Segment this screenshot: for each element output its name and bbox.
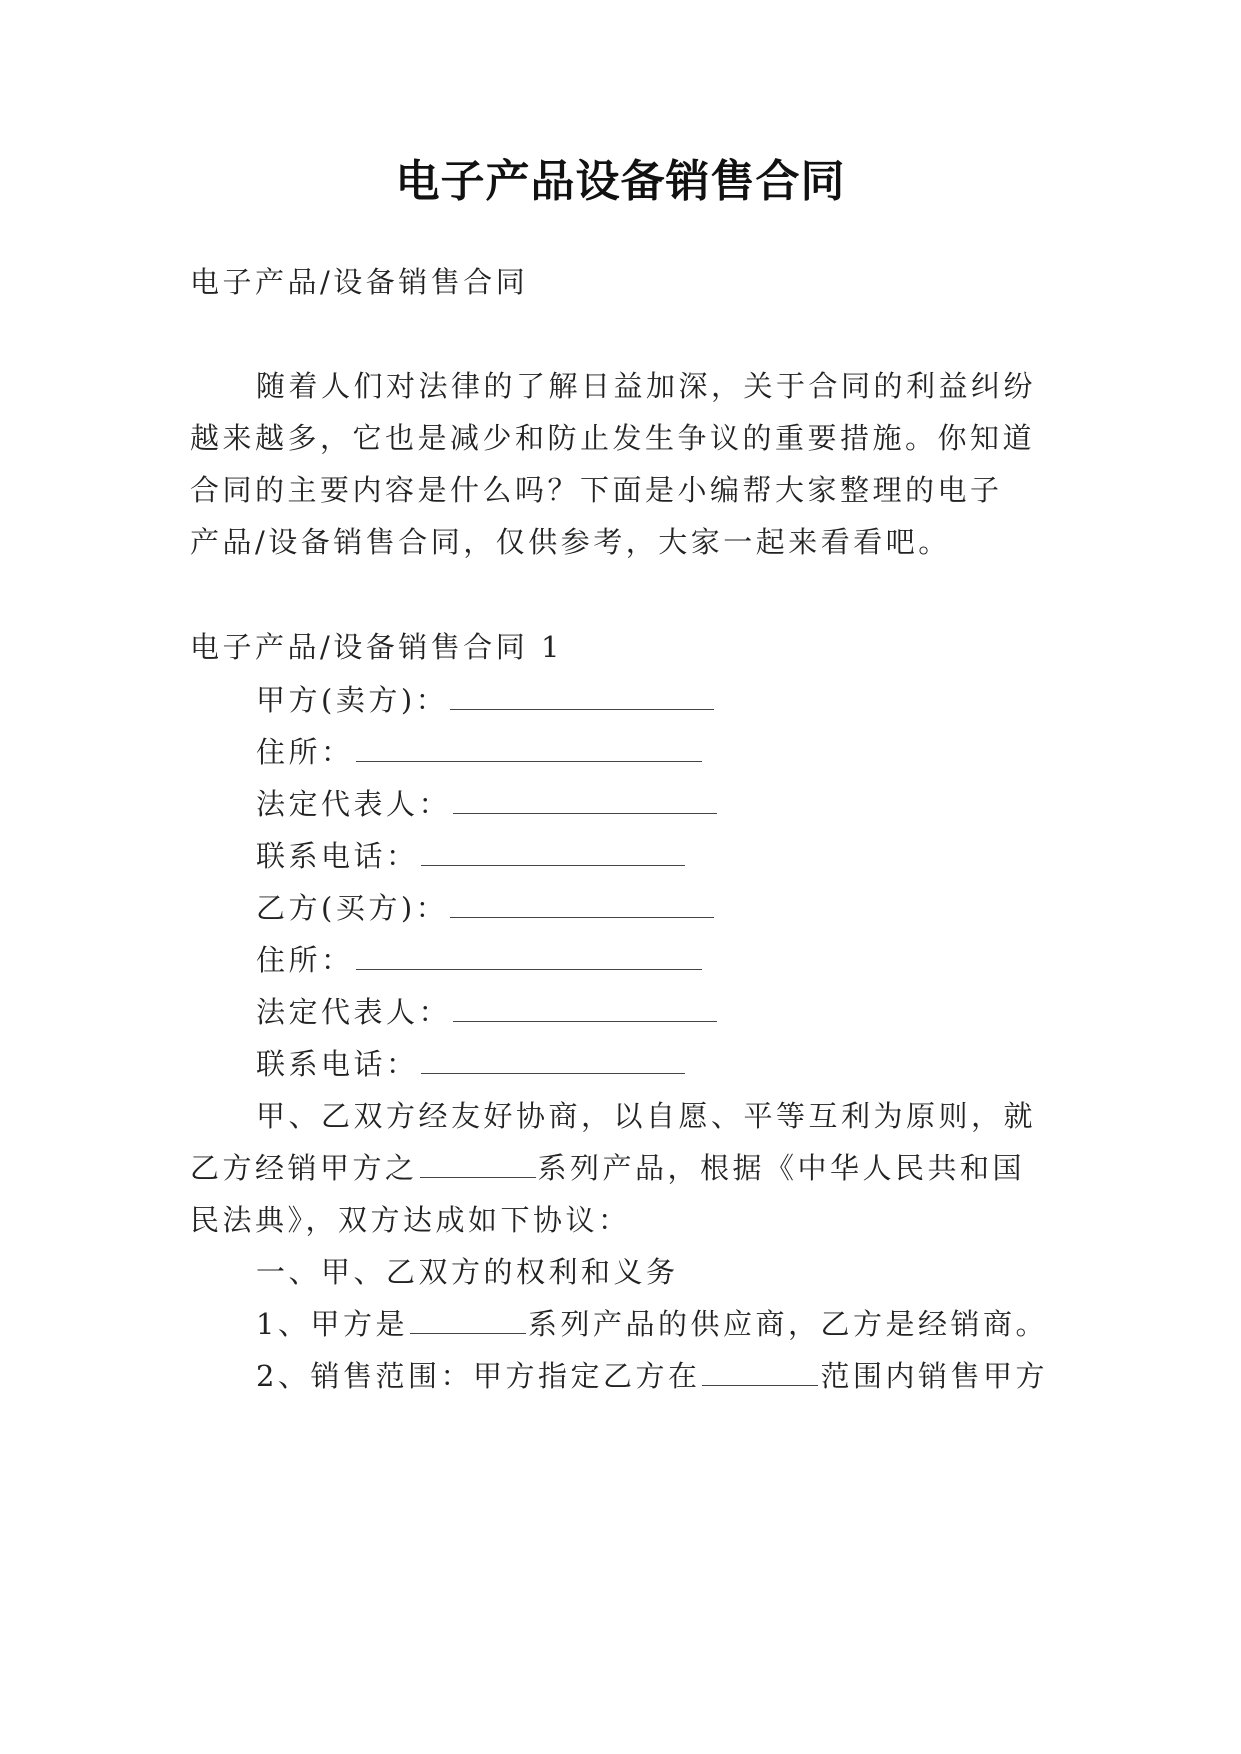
buyer-address-field	[256, 940, 702, 980]
field-label: 乙方(买方)：	[256, 891, 449, 925]
clause-heading: 一、甲、乙双方的权利和义务	[256, 1255, 679, 1289]
clause-text: 2、销售范围：甲方指定乙方在	[256, 1359, 701, 1393]
fill-blank	[453, 787, 717, 814]
seller-address-field	[256, 732, 702, 772]
section-heading: 电子产品/设备销售合同 1	[190, 630, 563, 664]
fill-blank	[450, 683, 714, 710]
buyer-legal-rep-field	[256, 992, 717, 1032]
fill-blank	[453, 995, 717, 1022]
agreement-text: 系列产品，根据《中华人民共和国	[537, 1151, 1026, 1185]
field-label: 住所：	[256, 735, 354, 769]
fill-blank	[421, 839, 685, 866]
document-subtitle: 电子产品/设备销售合同	[190, 265, 529, 299]
seller-legal-rep-field	[256, 784, 717, 824]
clause-text: 范围内销售甲方	[820, 1359, 1048, 1393]
intro-line-4: 产品/设备销售合同，仅供参考，大家一起来看看吧。	[190, 525, 951, 559]
field-label: 甲方(卖方)：	[256, 683, 449, 717]
intro-line-1: 随着人们对法律的了解日益加深，关于合同的利益纠纷	[256, 369, 1037, 403]
seller-name-field	[256, 680, 714, 720]
agreement-line-1: 甲、乙双方经友好协商，以自愿、平等互利为原则，就	[256, 1099, 1037, 1133]
fill-blank	[421, 1047, 685, 1074]
buyer-phone-field	[256, 1044, 685, 1084]
fill-blank	[702, 1359, 818, 1386]
clause-1	[256, 1304, 1048, 1344]
field-label: 法定代表人：	[256, 787, 452, 821]
document-title: 电子产品设备销售合同	[395, 156, 846, 207]
intro-line-3: 合同的主要内容是什么吗？下面是小编帮大家整理的电子	[190, 473, 1003, 507]
intro-line-2: 越来越多，它也是减少和防止发生争议的重要措施。你知道	[190, 421, 1036, 455]
agreement-line-3: 民法典》，双方达成如下协议：	[190, 1203, 631, 1237]
clause-text: 系列产品的供应商，乙方是经销商。	[527, 1307, 1048, 1341]
fill-blank	[410, 1307, 526, 1334]
agreement-line-2	[190, 1148, 1025, 1188]
seller-phone-field	[256, 836, 685, 876]
field-label: 法定代表人：	[256, 995, 452, 1029]
agreement-text: 乙方经销甲方之	[190, 1151, 418, 1185]
field-label: 联系电话：	[256, 839, 419, 873]
fill-blank	[420, 1151, 536, 1178]
clause-2	[256, 1356, 1048, 1396]
fill-blank	[450, 891, 714, 918]
field-label: 联系电话：	[256, 1047, 419, 1081]
clause-text: 1、甲方是	[256, 1307, 408, 1341]
fill-blank	[356, 943, 702, 970]
buyer-name-field	[256, 888, 714, 928]
fill-blank	[356, 735, 702, 762]
field-label: 住所：	[256, 943, 354, 977]
